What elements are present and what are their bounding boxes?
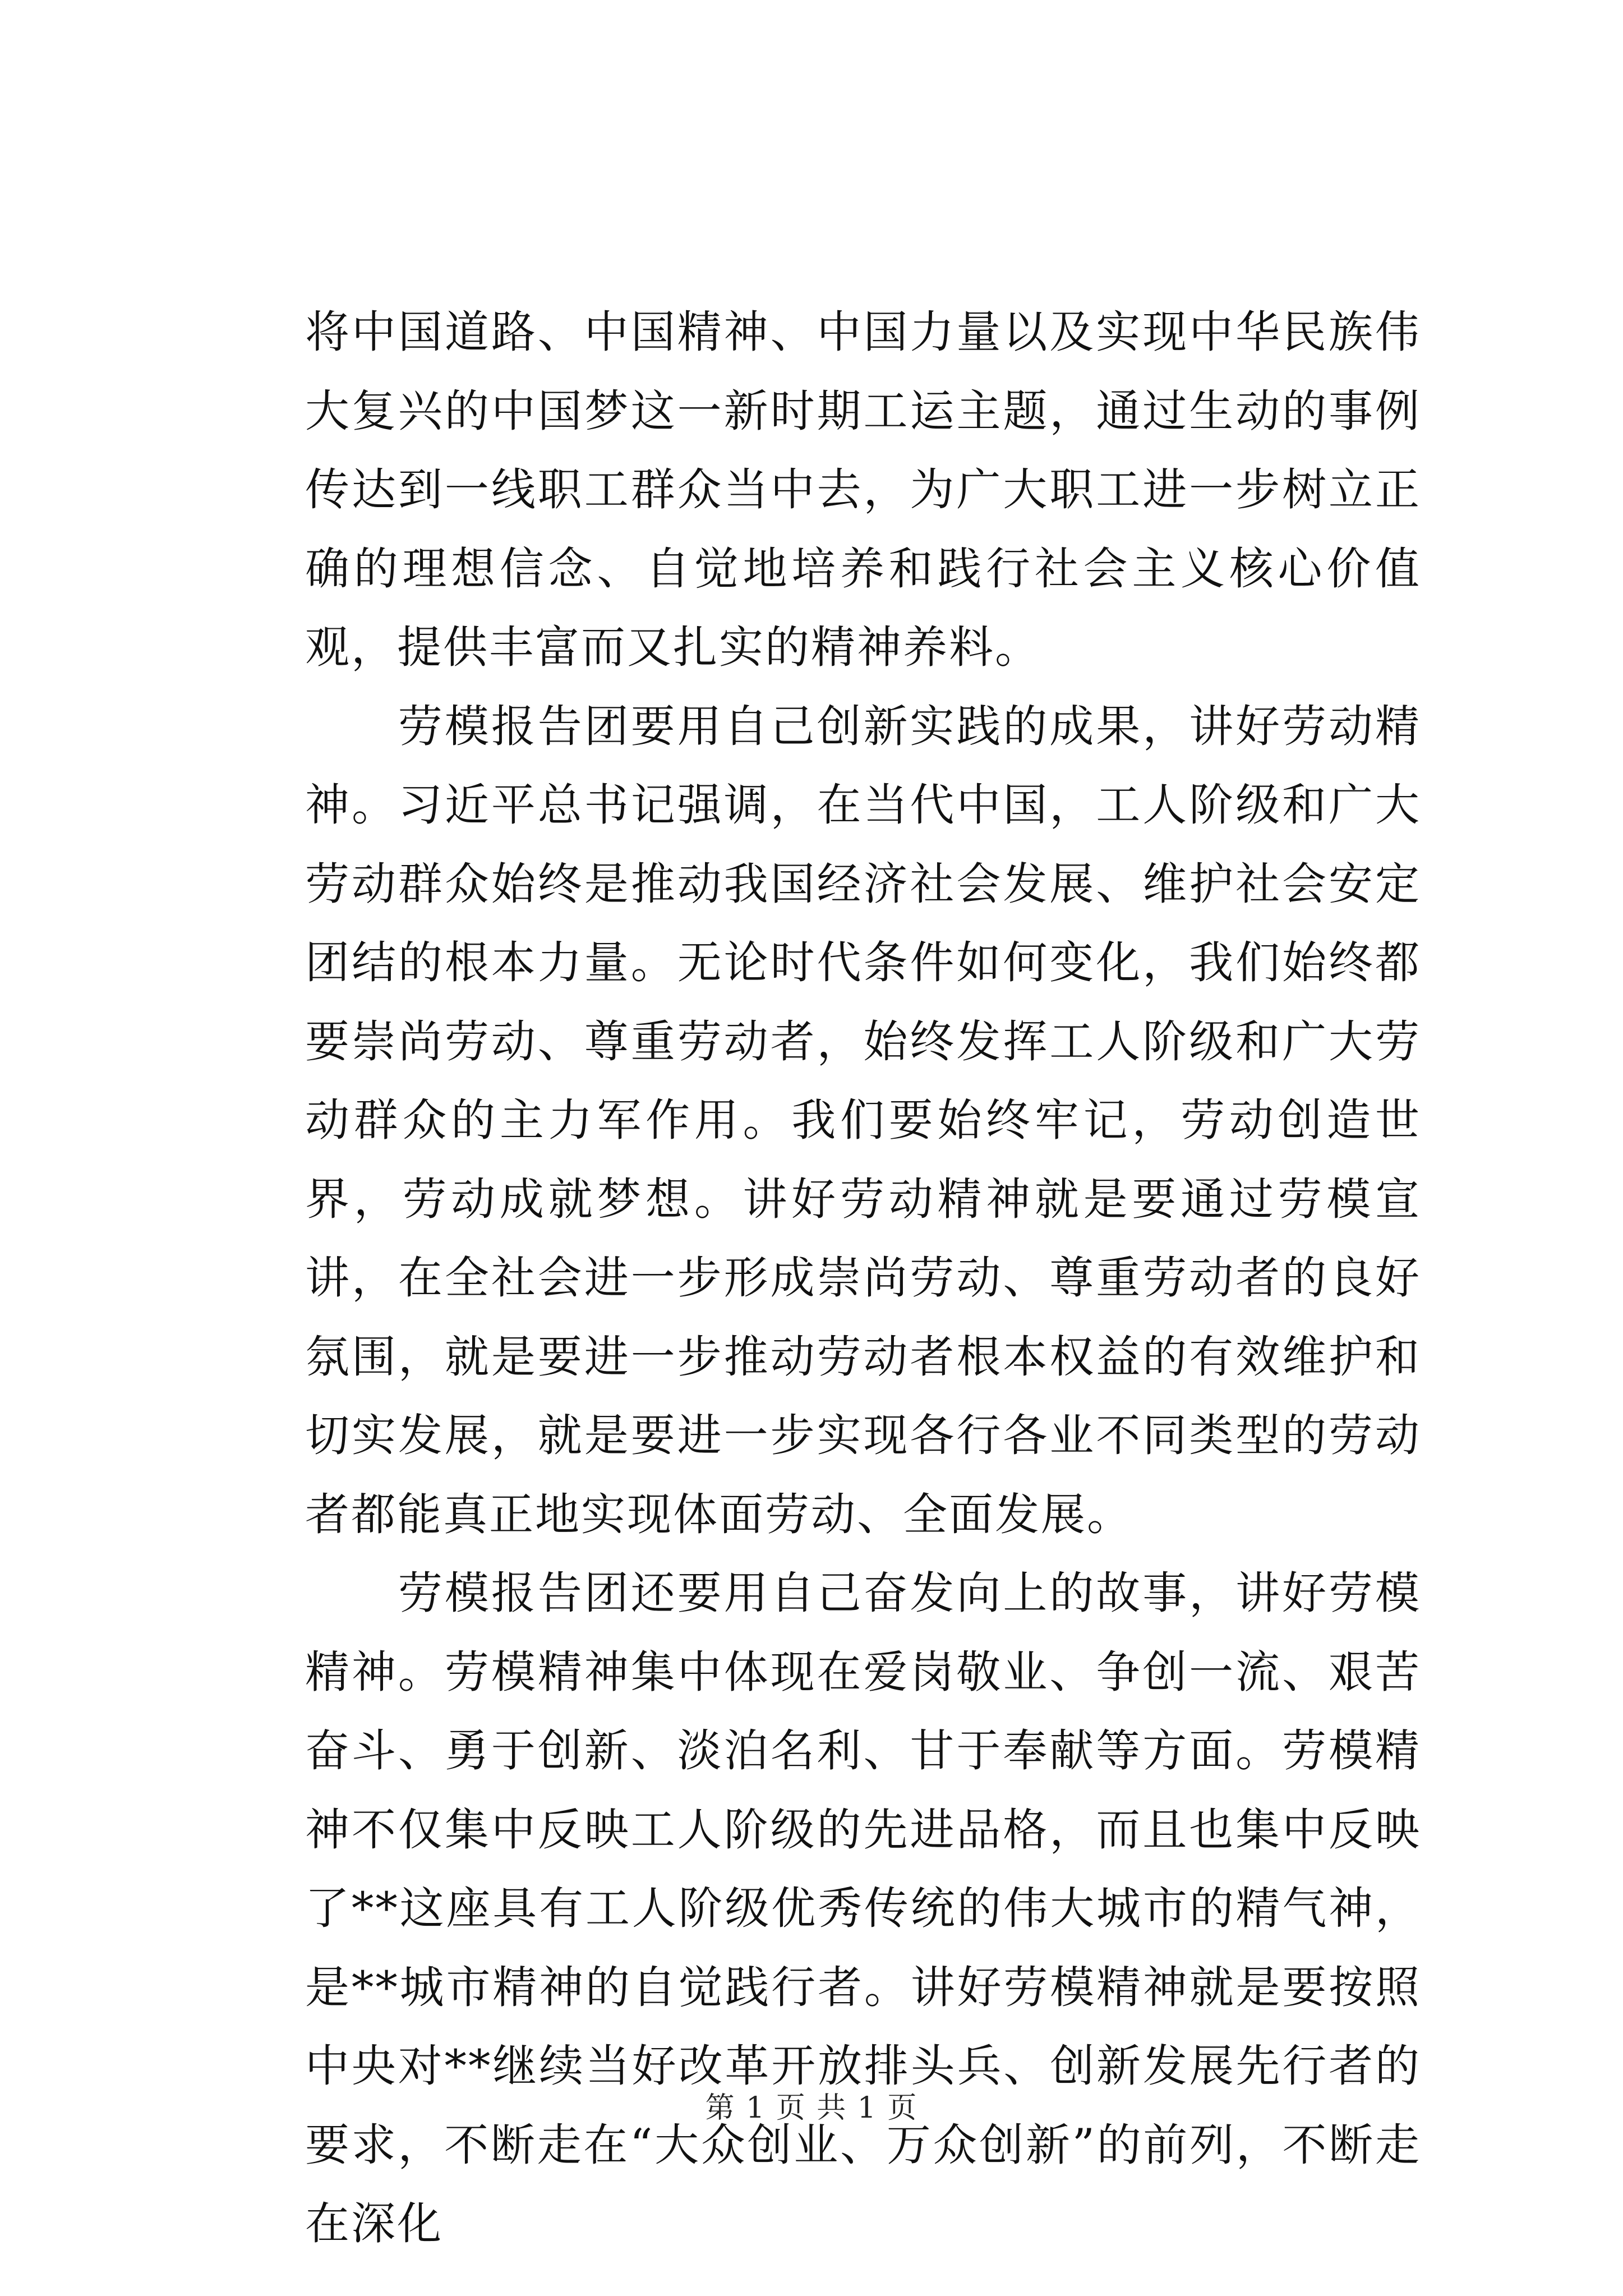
page-footer: 第 1 页 共 1 页 (705, 2091, 918, 2125)
paragraph-2: 劳模报告团要用自己创新实践的成果，讲好劳动精神。习近平总书记强调，在当代中国，工人阶级和广大劳动群众始终是推动我国经济社会发展、维护社会安定团结的根本力量。无论时代条件如何变化，我们始终都要崇尚劳动、尊重劳动者，始终发挥工人阶级和广大劳动群众的主力军作用。我们要始终牢记，劳动创造世界，劳动成就梦想。讲好劳动精神就是要通过劳模宣讲，在全社会进一步形成崇尚劳动、尊重劳动者的良好氛围，就是要进一步推动劳动者根本权益的有效维护和切实发展，就是要进一步实现各行各业不同类型的劳动者都能真正地实现体面劳动、全面发展。 (305, 700, 1421, 1540)
paragraph-1: 将中国道路、中国精神、中国力量以及实现中华民族伟大复兴的中国梦这一新时期工运主题，通过生动的事例传达到一线职工群众当中去，为广大职工进一步树立正确的理想信念、自觉地培养和践行社会主义核心价值观，提供丰富而又扎实的精神养料。 (305, 306, 1421, 673)
document-body (305, 293, 1421, 2263)
paragraph-3: 劳模报告团还要用自己奋发向上的故事，讲好劳模精神。劳模精神集中体现在爱岗敬业、争创一流、艰苦奋斗、勇于创新、淡泊名利、甘于奉献等方面。劳模精神不仅集中反映工人阶级的先进品格，而且也集中反映了**这座具有工人阶级优秀传统的伟大城市的精气神，是**城市精神的自觉践行者。讲好劳模精神就是要按照中央对**继续当好改革开放排头兵、创新发展先行者的要求，不断走在“大众创业、万众创新”的前列，不断走在深化 (305, 1567, 1421, 2249)
